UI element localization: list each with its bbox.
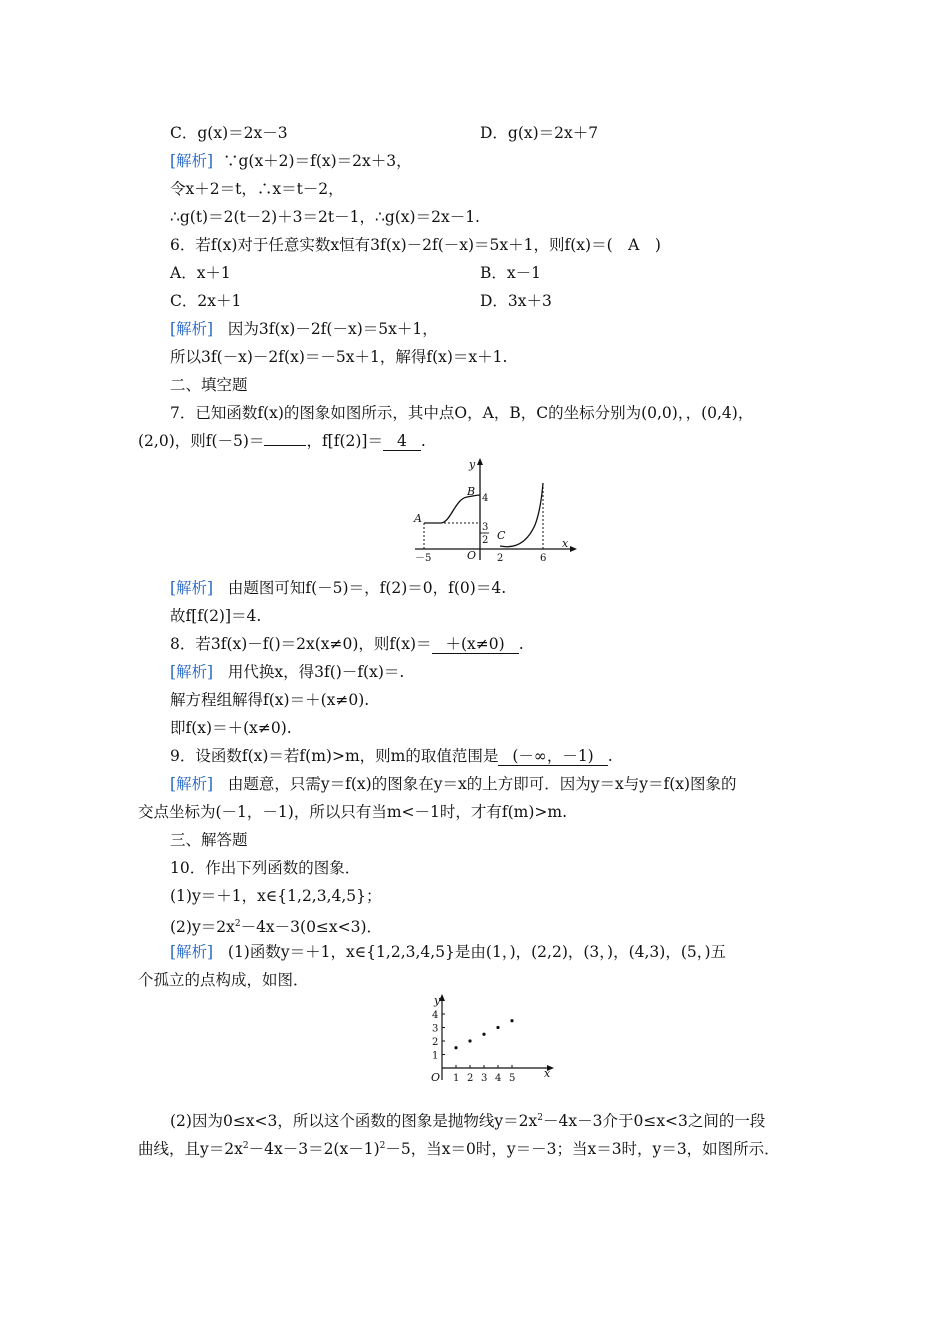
point-b-label: B <box>467 485 476 498</box>
function-graph-figure <box>405 455 585 565</box>
section-heading: 二、填空题 <box>170 376 248 394</box>
tick-label: 2 <box>482 535 489 546</box>
solution-text: (2)因为0≤x<3，所以这个函数的图象是抛物线y＝2x <box>170 1112 538 1131</box>
solution-text: ∵g(x＋2)＝f(x)＝2x＋3， <box>222 152 412 170</box>
stem-text: . <box>518 635 524 653</box>
data-point <box>510 1019 513 1022</box>
option-d: D．3x＋3 <box>480 292 552 310</box>
y-tick-label: 4 <box>432 1010 439 1021</box>
superscript: 2 <box>537 1113 543 1123</box>
analysis-tag: [解析] <box>170 152 214 170</box>
analysis-tag: [解析] <box>170 579 214 597</box>
solution-text: 因为3f(x)－2f(－x)＝5x＋1， <box>227 320 438 338</box>
solution-line: 故f[f(2)]＝4. <box>170 607 262 625</box>
point-c-label: C <box>497 529 506 542</box>
analysis-tag: [解析] <box>170 775 214 793</box>
question-7-stem: 7．已知函数f(x)的图象如图所示，其中点O，A，B，C的坐标分别为(0,0)，，(0,4)， <box>170 404 754 422</box>
solution-line: 令x＋2＝t，∴x＝t－2， <box>170 180 344 198</box>
analysis-tag: [解析] <box>170 943 214 961</box>
solution-line <box>170 662 404 682</box>
solution-line: ∴g(t)＝2(t－2)＋3＝2t－1，∴g(x)＝2x－1. <box>170 208 480 226</box>
solution-text: －4x－3介于0≤x<3之间的一段 <box>543 1112 766 1131</box>
x-tick-label: 5 <box>509 1073 516 1084</box>
option-c: C．g(x)＝2x－3 <box>170 124 288 142</box>
data-point <box>496 1026 499 1029</box>
solution-line: 即f(x)＝＋(x≠0). <box>170 719 292 737</box>
answer-blank <box>264 445 306 446</box>
solution-text: 由题意，只需y＝f(x)的图象在y＝x的上方即可．因为y＝x与y＝f(x)图象的 <box>227 775 737 793</box>
question-8-stem <box>170 634 524 654</box>
analysis-tag: [解析] <box>170 320 214 338</box>
analysis-tag: [解析] <box>170 663 214 681</box>
tick-label: 4 <box>482 493 489 504</box>
question-10-part-2 <box>170 914 382 937</box>
scatter-points-figure <box>420 992 560 1086</box>
curve-c <box>500 483 543 547</box>
superscript: 2 <box>234 919 241 929</box>
origin-label: O <box>467 549 477 562</box>
data-point <box>468 1039 471 1042</box>
y-tick-label: 1 <box>432 1050 439 1062</box>
tick-label: －5 <box>415 553 432 564</box>
y-arrow <box>477 458 483 465</box>
question-10-part-1: (1)y＝＋1，x∈{1,2,3,4,5}； <box>170 887 382 905</box>
point-a-label: A <box>414 512 422 525</box>
origin-label: O <box>431 1071 441 1084</box>
x-arrow <box>570 546 577 552</box>
question-10-stem: 10．作出下列函数的图象． <box>170 859 361 877</box>
answer-blank: (－∞，－1) <box>498 748 607 766</box>
superscript: 2 <box>379 1141 386 1151</box>
solution-line: 解方程组解得f(x)＝＋(x≠0). <box>170 691 370 709</box>
solution-line: 所以3f(－x)－2f(x)＝－5x＋1，解得f(x)＝x＋1. <box>170 348 508 366</box>
y-tick-label: 2 <box>432 1037 439 1048</box>
answer-blank: 4 <box>383 433 421 451</box>
stem-text: 9．设函数f(x)＝若f(m)>m，则m的取值范围是 <box>170 747 499 765</box>
stem-text: ，f[f(2)]＝ <box>306 432 383 450</box>
data-point <box>482 1033 485 1036</box>
tick-label: 6 <box>540 553 547 564</box>
solution-line <box>138 1136 780 1159</box>
stem-text: 8．若3f(x)－f()＝2x(x≠0)，则f(x)＝ <box>170 635 432 653</box>
solution-text: －5，当x＝0时，y＝－3；当x＝3时，y＝3，如图所示． <box>385 1140 780 1159</box>
solution-text: 由题图可知f(－5)＝，f(2)＝0，f(0)＝4. <box>227 579 507 597</box>
question-7-stem-cont <box>138 431 426 451</box>
stem-text: (2)y＝2x <box>170 918 235 937</box>
solution-text: 用代换x，得3f()－f(x)＝. <box>227 663 405 681</box>
x-axis-label: x <box>562 537 569 550</box>
stem-text: . <box>420 432 426 450</box>
question-9-stem <box>170 746 613 766</box>
question-6-stem: 6．若f(x)对于任意实数x恒有3f(x)－2f(－x)＝5x＋1，则f(x)＝( A ) <box>170 236 661 254</box>
solution-line: 个孤立的点构成，如图． <box>138 971 309 989</box>
tick-label: 2 <box>497 553 504 564</box>
curve-ab <box>424 495 480 523</box>
solution-text: (1)函数y＝＋1，x∈{1,2,3,4,5}是由(1，)，(2,2)，(3，)，(4,3)，(5，)五 <box>227 943 727 961</box>
solution-line <box>170 319 438 339</box>
y-tick-label: 3 <box>432 1023 439 1035</box>
x-tick-label: 1 <box>453 1073 460 1084</box>
solution-line <box>170 774 737 794</box>
y-axis-label: y <box>434 994 441 1007</box>
stem-text: －4x－3(0≤x<3)． <box>240 918 383 937</box>
stem-text: . <box>607 747 613 765</box>
option-b: B．x－1 <box>480 264 541 282</box>
option-c: C．2x＋1 <box>170 292 242 310</box>
x-tick-label: 4 <box>495 1073 502 1084</box>
x-axis-label: x <box>544 1067 551 1080</box>
solution-line <box>170 151 412 171</box>
x-tick-label: 3 <box>481 1073 488 1084</box>
solution-line <box>170 1108 765 1131</box>
solution-line <box>170 578 506 598</box>
section-heading: 三、解答题 <box>170 831 248 849</box>
answer-blank: ＋(x≠0) <box>432 636 519 654</box>
option-d: D．g(x)＝2x＋7 <box>480 124 599 142</box>
solution-text: 曲线，且y＝2x <box>138 1140 243 1159</box>
solution-line <box>170 942 726 962</box>
option-a: A．x＋1 <box>170 264 231 282</box>
data-point <box>454 1046 457 1049</box>
x-tick-label: 2 <box>467 1073 474 1084</box>
y-axis-label: y <box>469 458 476 471</box>
tick-label: 3 <box>482 522 489 533</box>
stem-text: (2,0)，则f(－5)＝ <box>138 432 265 450</box>
superscript: 2 <box>242 1141 249 1151</box>
solution-line: 交点坐标为(－1，－1)，所以只有当m<－1时，才有f(m)>m. <box>138 803 568 821</box>
solution-text: －4x－3＝2(x－1) <box>248 1140 380 1159</box>
